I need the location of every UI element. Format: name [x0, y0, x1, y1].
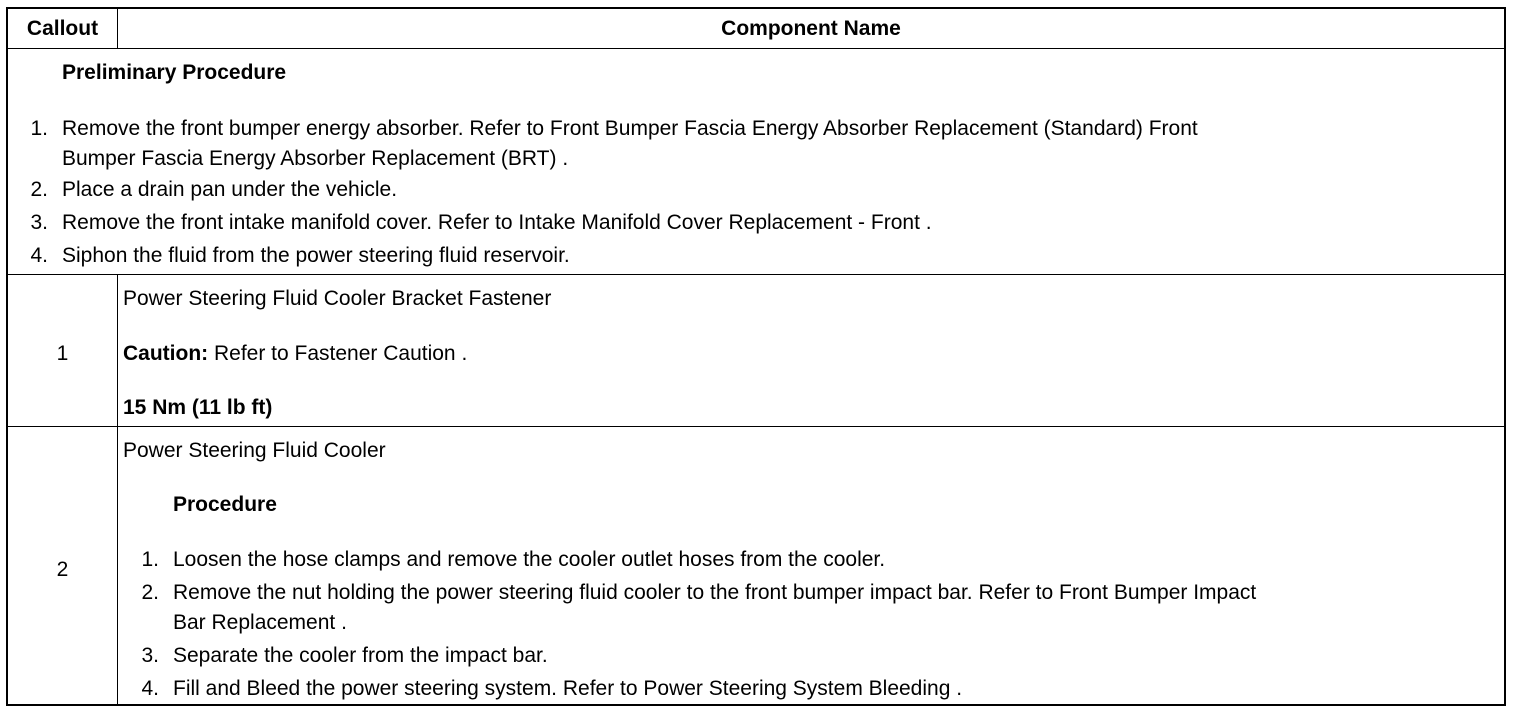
caution-label: Caution:: [123, 342, 209, 365]
row-2-step-2-line-1: Remove the nut holding the power steering fluid cooler to the front bumper impact bar. Refer to Front Bumper Impact: [173, 581, 1257, 604]
row-2-step-4-num: 4.: [141, 677, 159, 700]
row-2-step-3-line-1: Separate the cooler from the impact bar.: [173, 644, 548, 667]
row-2-callout: 2: [56, 558, 69, 581]
row-2-component-name: Power Steering Fluid Cooler: [123, 439, 386, 462]
row-1-callout: 1: [56, 342, 69, 365]
row-2-step-4-line-1: Fill and Bleed the power steering system. Refer to Power Steering System Bleeding .: [173, 677, 963, 700]
prelim-step-1-num: 1.: [30, 117, 48, 140]
row-2-step-3-num: 3.: [141, 644, 159, 667]
row-1-caution: [123, 341, 467, 367]
prelim-step-2-line-1: Place a drain pan under the vehicle.: [62, 178, 398, 201]
header-rule: [8, 48, 1504, 49]
procedure-table: [6, 7, 1506, 706]
row-2-step-1-num: 1.: [141, 548, 159, 571]
prelim-step-1-line-1: Remove the front bumper energy absorber. Refer to Front Bumper Fascia Energy Absorber Replacement (Standard) Front: [62, 117, 1198, 140]
row-2-procedure-title: Procedure: [173, 493, 277, 516]
row-rule-1: [8, 274, 1504, 275]
prelim-step-3-line-1: Remove the front intake manifold cover. Refer to Intake Manifold Cover Replacement - Front .: [62, 211, 932, 234]
header-divider: [117, 9, 118, 48]
header-component-name: Component Name: [721, 16, 901, 40]
prelim-step-4-num: 4.: [30, 244, 48, 267]
header-callout: Callout: [26, 16, 99, 40]
row-2-step-1-line-1: Loosen the hose clamps and remove the cooler outlet hoses from the cooler.: [173, 548, 886, 571]
row-1-divider: [117, 274, 118, 426]
row-2-step-2-num: 2.: [141, 581, 159, 604]
prelim-step-3-num: 3.: [30, 211, 48, 234]
row-1-component-name: Power Steering Fluid Cooler Bracket Fastener: [123, 287, 552, 310]
prelim-step-4-line-1: Siphon the fluid from the power steering fluid reservoir.: [62, 244, 570, 267]
row-1-torque: 15 Nm (11 lb ft): [123, 396, 273, 419]
prelim-step-2-num: 2.: [30, 178, 48, 201]
row-rule-2: [8, 426, 1504, 427]
row-2-divider: [117, 426, 118, 706]
prelim-step-1-line-2: Bumper Fascia Energy Absorber Replacement (BRT) .: [62, 147, 569, 170]
caution-text: Refer to Fastener Caution .: [208, 342, 468, 365]
row-2-step-2-line-2: Bar Replacement .: [173, 611, 347, 634]
preliminary-title: Preliminary Procedure: [62, 61, 287, 84]
